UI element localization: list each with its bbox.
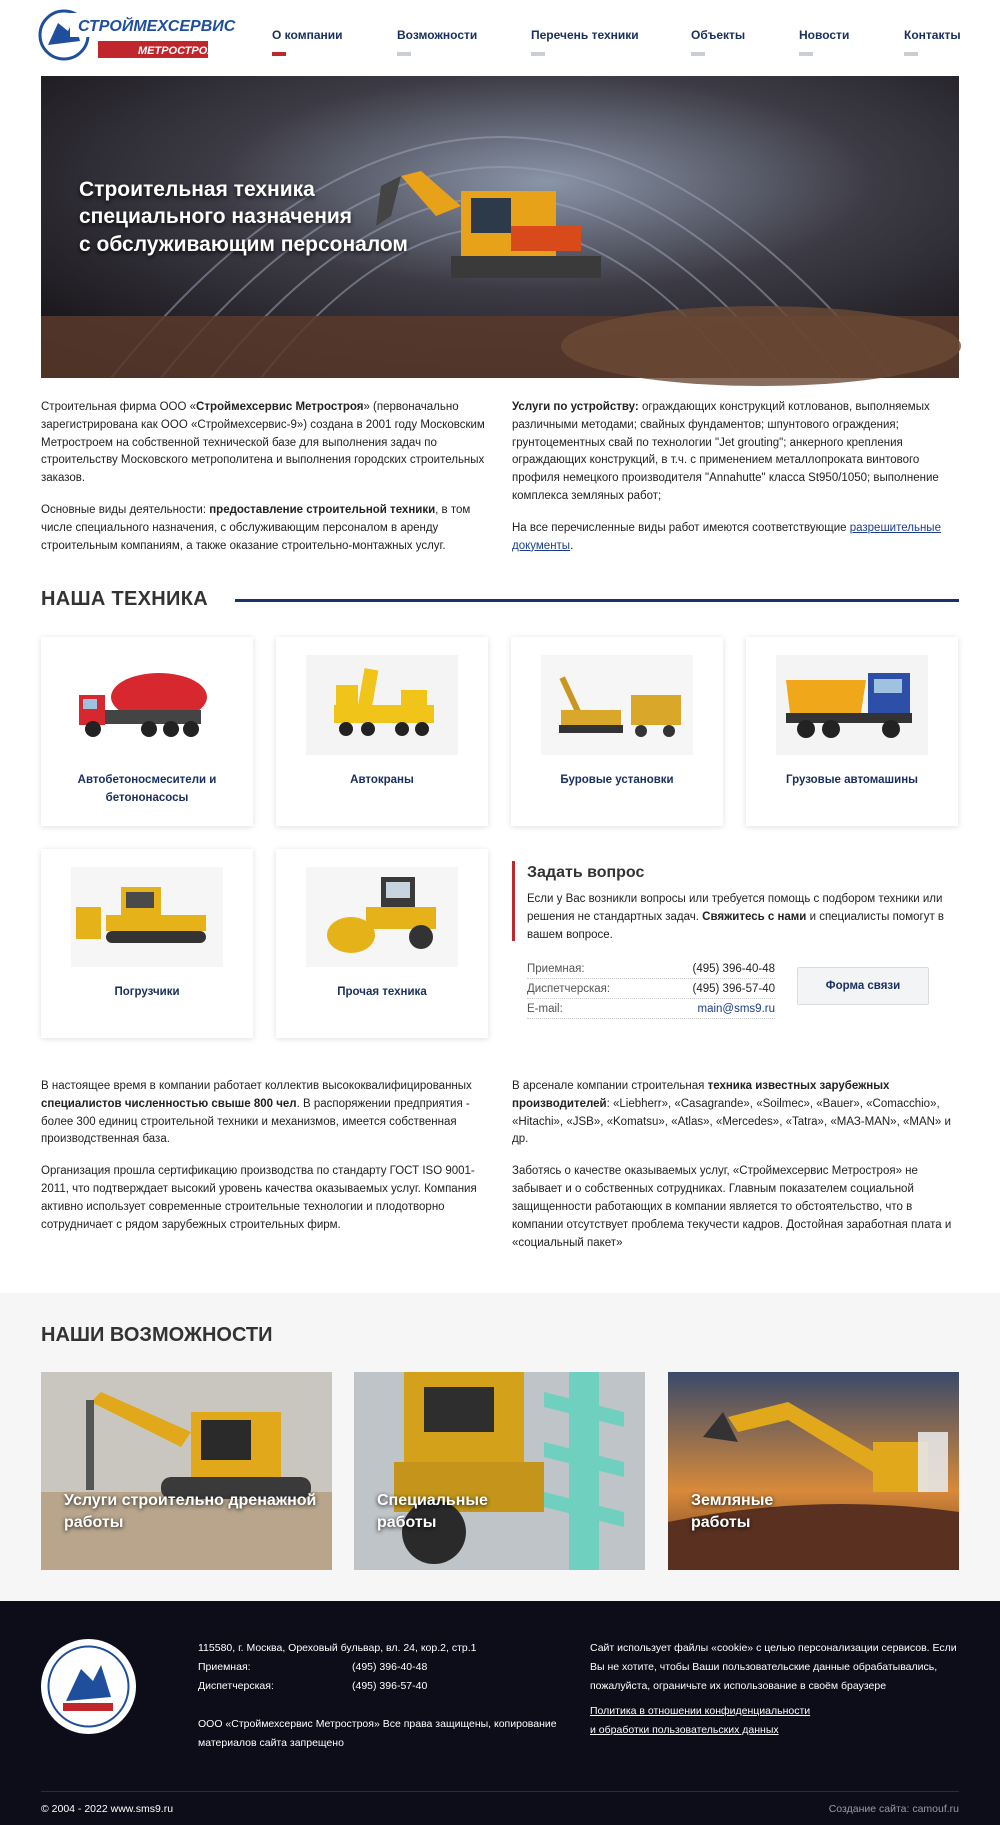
- ask-text: Если у Вас возникли вопросы или требуется помощь с подбором техники или решения не стандартных задач. Свяжитесь с нами и специалисты помогут в вашем вопросе.: [527, 893, 945, 941]
- intro-paragraph: Основные виды деятельности: предоставление строительной техники, в том числе специального назначения, с обслуживающим персоналом в аренду строительным компаниям, а также оказание строительно-монтажных услуг.: [41, 504, 471, 552]
- permits-link[interactable]: разрешительные документы: [512, 521, 941, 552]
- road-roller-icon: [306, 867, 458, 967]
- contact-label: E-mail:: [527, 1003, 563, 1015]
- ask-title: Задать вопрос: [527, 864, 645, 881]
- intro-paragraph: Строительная фирма ООО «Строймехсервис Метростроя» (первоначально зарегистрирована как ООО «Строймехсервис-9») создана в 2001 году Московским Метростроем на собственной технической базе для выполнения задач по строительству Московского метрополитена и выполнения городских строительных заказов.: [41, 401, 485, 485]
- email-link[interactable]: main@sms9.ru: [697, 1003, 775, 1015]
- dump-truck-icon: [776, 655, 928, 755]
- equipment-card-trucks[interactable]: [746, 637, 958, 826]
- footer-phone-row: [198, 1677, 431, 1696]
- heading-divider: [235, 599, 959, 602]
- about-paragraph: В арсенале компании строительная техника известных зарубежных производителей: «Liebherr», «Casagrande», «Soilmec», «Bauer», «Comacchio», «Hitachi», «JSB», «Komatsu», «Atlas», «Mercedes», «Tatra», «МАЗ-MAN», «MAN» и др.: [512, 1080, 951, 1146]
- equipment-card-drilling[interactable]: [511, 637, 723, 826]
- drainage-work-image: [41, 1372, 332, 1570]
- footer-logo[interactable]: [41, 1639, 136, 1734]
- equipment-heading: [41, 584, 959, 614]
- opportunity-card-drainage[interactable]: [41, 1372, 332, 1570]
- site-credit-link[interactable]: Создание сайта: camouf.ru: [828, 1803, 959, 1815]
- ask-question-block: [512, 861, 959, 1021]
- nav-label: Контакты: [904, 28, 961, 42]
- concrete-mixer-truck-icon: [71, 655, 223, 755]
- about-paragraph: В настоящее время в компании работает коллектив высококвалифицированных специалистов численностью свыше 800 чел. В распоряжении предприятия - более 300 единиц строительной техники и механизмов, имеется собственная производственная база.: [41, 1080, 472, 1146]
- privacy-policy-link-2[interactable]: и обработки пользовательских данных: [590, 1723, 779, 1736]
- nav-label: Возможности: [397, 28, 478, 42]
- about-right: [512, 1078, 959, 1266]
- bulldozer-icon: [71, 867, 223, 967]
- accent-bar: [512, 861, 515, 941]
- permits-paragraph: На все перечисленные виды работ имеются соответствующие разрешительные документы.: [512, 521, 941, 552]
- footer-phone[interactable]: (495) 396-57-40: [352, 1679, 428, 1692]
- footer-cookie-notice: [590, 1639, 960, 1739]
- hero-banner: [41, 76, 959, 378]
- nav-item-contacts[interactable]: [904, 26, 961, 56]
- footer-phone[interactable]: (495) 396-40-48: [352, 1660, 428, 1673]
- nav-label: Перечень техники: [531, 28, 639, 42]
- privacy-policy-link[interactable]: Политика в отношении конфиденциальности: [590, 1704, 811, 1717]
- nav-indicator: [904, 52, 918, 56]
- card-label: Прочая техника: [337, 986, 427, 998]
- about-section: [41, 1078, 959, 1266]
- card-label: Погрузчики: [114, 986, 180, 998]
- mobile-crane-icon: [306, 655, 458, 755]
- nav-active-indicator: [272, 52, 286, 56]
- contact-email: [527, 1001, 775, 1019]
- opportunity-label: Земляные работы: [691, 1492, 774, 1531]
- cookie-text: Сайт использует файлы «cookie» с целью персонализации сервисов. Если Вы не хотите, чтобы Ваши пользовательские данные обрабатывались, пожалуйста, ограничьте их использование в своём браузере: [590, 1642, 957, 1692]
- opportunity-card-earthworks[interactable]: [668, 1372, 959, 1570]
- contact-dispatch: [527, 981, 775, 999]
- contact-phone[interactable]: (495) 396-57-40: [692, 983, 775, 995]
- nav-label: Новости: [799, 28, 850, 42]
- nav-item-capabilities[interactable]: [397, 26, 477, 56]
- nav-item-about[interactable]: [272, 26, 343, 56]
- card-label: Автокраны: [350, 774, 414, 786]
- drilling-rig-icon: [541, 655, 693, 755]
- earthworks-image: [668, 1372, 959, 1570]
- footer-years: © 2004 - 2022 www.sms9.ru: [41, 1803, 174, 1815]
- site-footer: [0, 1601, 1000, 1825]
- nav-label: О компании: [272, 28, 343, 42]
- main-nav: [272, 26, 959, 54]
- nav-indicator: [397, 52, 411, 56]
- footer-phone-row: [198, 1658, 431, 1677]
- nav-label: Объекты: [691, 28, 746, 42]
- intro-right: [512, 399, 959, 570]
- card-label: Грузовые автомашины: [786, 774, 918, 786]
- footer-phone-label: Приемная:: [198, 1660, 251, 1673]
- contact-label: Приемная:: [527, 963, 585, 975]
- contact-phone[interactable]: (495) 396-40-48: [692, 963, 775, 975]
- services-paragraph: Услуги по устройству: ограждающих конструкций котлованов, выполняемых различными методами; свайных фундаментов; шпунтового ограждения; грунтоцементных свай по технологии "Jet grouting"; анкерного крепления ограждающих конструкций, в т.ч. с применением металлопроката винтового профиля немецкого производителя "Annahutte" класса St950/1050; выполнение комплекса земляных работ;: [512, 401, 939, 503]
- contact-form-button[interactable]: Форма связи: [797, 967, 929, 1005]
- about-paragraph: Организация прошла сертификацию производства по стандарту ГОСТ ISO 9001-2011, что подтверждает высокий уровень качества оказываемых услуг. Компания активно использует современные строительные технологии и плодотворно сотрудничает с рядом зарубежных строительных фирм.: [41, 1165, 477, 1231]
- nav-item-news[interactable]: [799, 26, 849, 56]
- footer-contacts: [198, 1639, 538, 1696]
- logo-text-bottom: МЕТРОСТРОЯ: [138, 45, 215, 57]
- contact-reception: [527, 961, 775, 979]
- footer-address: 115580, г. Москва, Ореховый бульвар, вл. 24, кор.2, стр.1: [198, 1642, 477, 1654]
- hero-title: Строительная техника специального назначения с обслуживающим персоналом: [79, 178, 408, 256]
- opportunity-card-special[interactable]: [354, 1372, 645, 1570]
- opportunities-title: НАШИ ВОЗМОЖНОСТИ: [41, 1324, 273, 1346]
- equipment-card-concrete[interactable]: [41, 637, 253, 826]
- contact-label: Диспетчерская:: [527, 983, 611, 995]
- nav-item-equipment-list[interactable]: [531, 26, 639, 56]
- logo-text-top: СТРОЙМЕХСЕРВИС: [78, 18, 236, 35]
- intro-section: [41, 399, 959, 570]
- about-paragraph: Заботясь о качестве оказываемых услуг, «Строймехсервис Метростроя» не забывает и о собственных сотрудниках. Главным показателем социальной защищенности работающих в компании является то обстоятельство, что в компании отсутствует проблема текучести кадров. Достойная заработная плата и «социальный пакет»: [512, 1165, 952, 1249]
- site-header: [0, 0, 1000, 70]
- intro-left: [41, 399, 488, 570]
- special-works-image: [354, 1372, 645, 1570]
- equipment-title: НАША ТЕХНИКА: [41, 588, 208, 610]
- footer-copyright: ООО «Строймехсервис Метростроя» Все права защищены, копирование материалов сайта запрещено: [198, 1718, 557, 1749]
- equipment-card-cranes[interactable]: [276, 637, 488, 826]
- equipment-card-loaders[interactable]: [41, 849, 253, 1038]
- company-logo[interactable]: [38, 5, 236, 63]
- footer-phone-label: Диспетчерская:: [198, 1679, 274, 1692]
- card-label: Автобетоносмесители и бетононасосы: [77, 774, 217, 804]
- nav-item-objects[interactable]: [691, 26, 745, 56]
- nav-indicator: [691, 52, 705, 56]
- opportunity-label: Услуги строительно дренажной работы: [64, 1492, 317, 1531]
- about-left: [41, 1078, 488, 1266]
- card-label: Буровые установки: [560, 774, 674, 786]
- equipment-card-other[interactable]: [276, 849, 488, 1038]
- opportunity-label: Специальные работы: [377, 1492, 488, 1531]
- nav-indicator: [531, 52, 545, 56]
- footer-divider: [41, 1791, 959, 1792]
- nav-indicator: [799, 52, 813, 56]
